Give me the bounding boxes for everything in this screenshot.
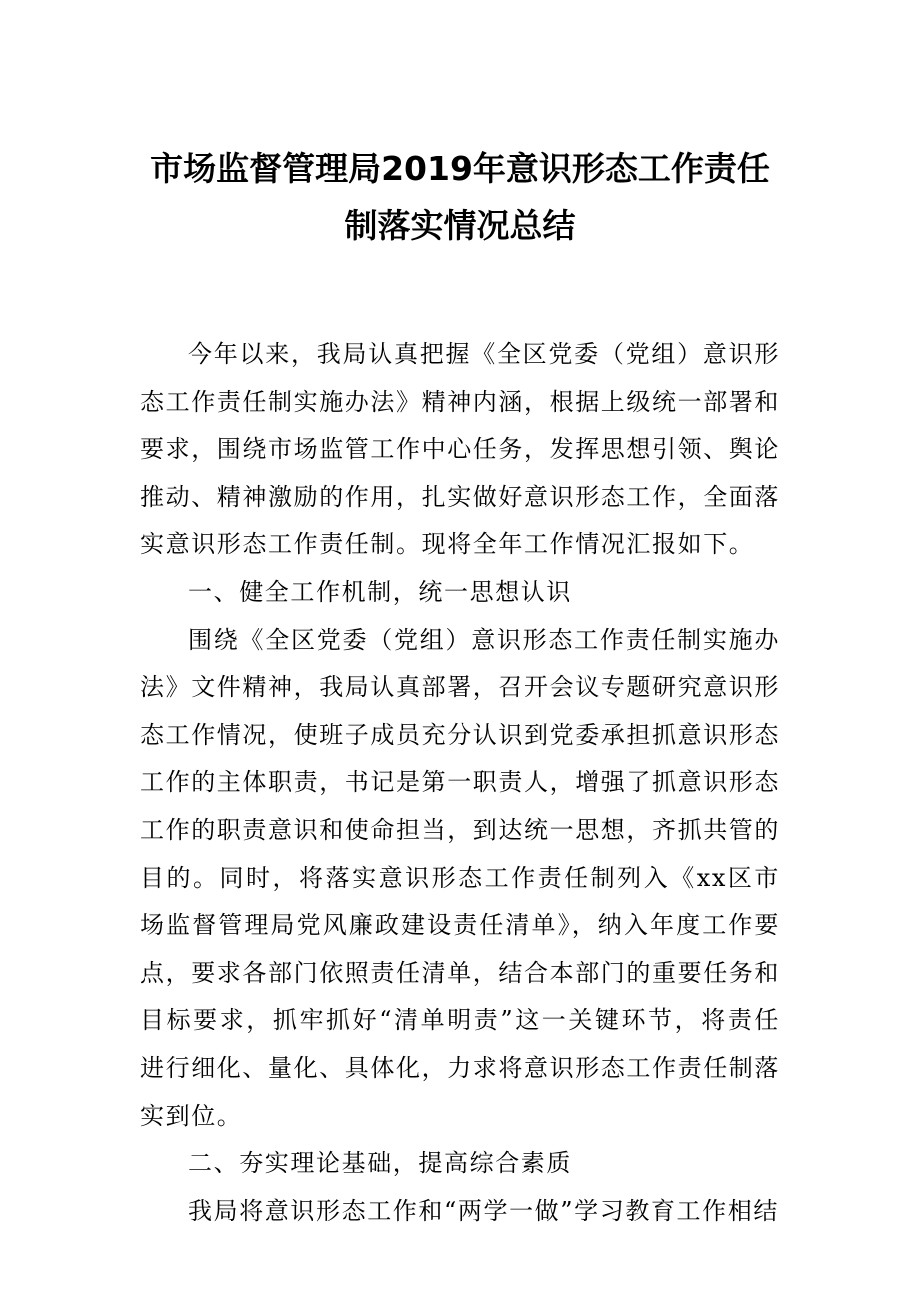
section-heading-2: 二、夯实理论基础，提高综合素质 [188,1149,572,1178]
section-heading-1: 一、健全工作机制，统一思想认识 [188,577,572,606]
intro-paragraph: 今年以来，我局认真把握《全区党委（党组）意识形态工作责任制实施办法》精神内涵，根据上级统一部署和要求，围绕市场监管工作中心任务，发挥思想引领、舆论推动、精神激励的作用，扎实做好意识形态工作，全面落实意识形态工作责任制。现将全年工作情况汇报如下。 [140,340,780,559]
document-title-line-2: 制落实情况总结 [344,206,576,245]
document-body [140,331,780,1235]
document-title-line-1: 市场监督管理局2019年意识形态工作责任 [150,149,770,188]
section-2-paragraph: 我局将意识形态工作和“两学一做”学习教育工作相结 [188,1196,779,1225]
section-1-paragraph: 围绕《全区党委（党组）意识形态工作责任制实施办法》文件精神，我局认真部署，召开会议专题研究意识形态工作情况，使班子成员充分认识到党委承担抓意识形态工作的主体职责，书记是第一职责人，增强了抓意识形态工作的职责意识和使命担当，到达统一思想，齐抓共管的目的。同时，将落实意识形态工作责任制列入《xx区市场监督管理局党风廉政建设责任清单》，纳入年度工作要点，要求各部门依照责任清单，结合本部门的重要任务和目标要求，抓牢抓好“清单明责”这一关键环节，将责任进行细化、量化、具体化，力求将意识形态工作责任制落实到位。 [140,625,780,1130]
